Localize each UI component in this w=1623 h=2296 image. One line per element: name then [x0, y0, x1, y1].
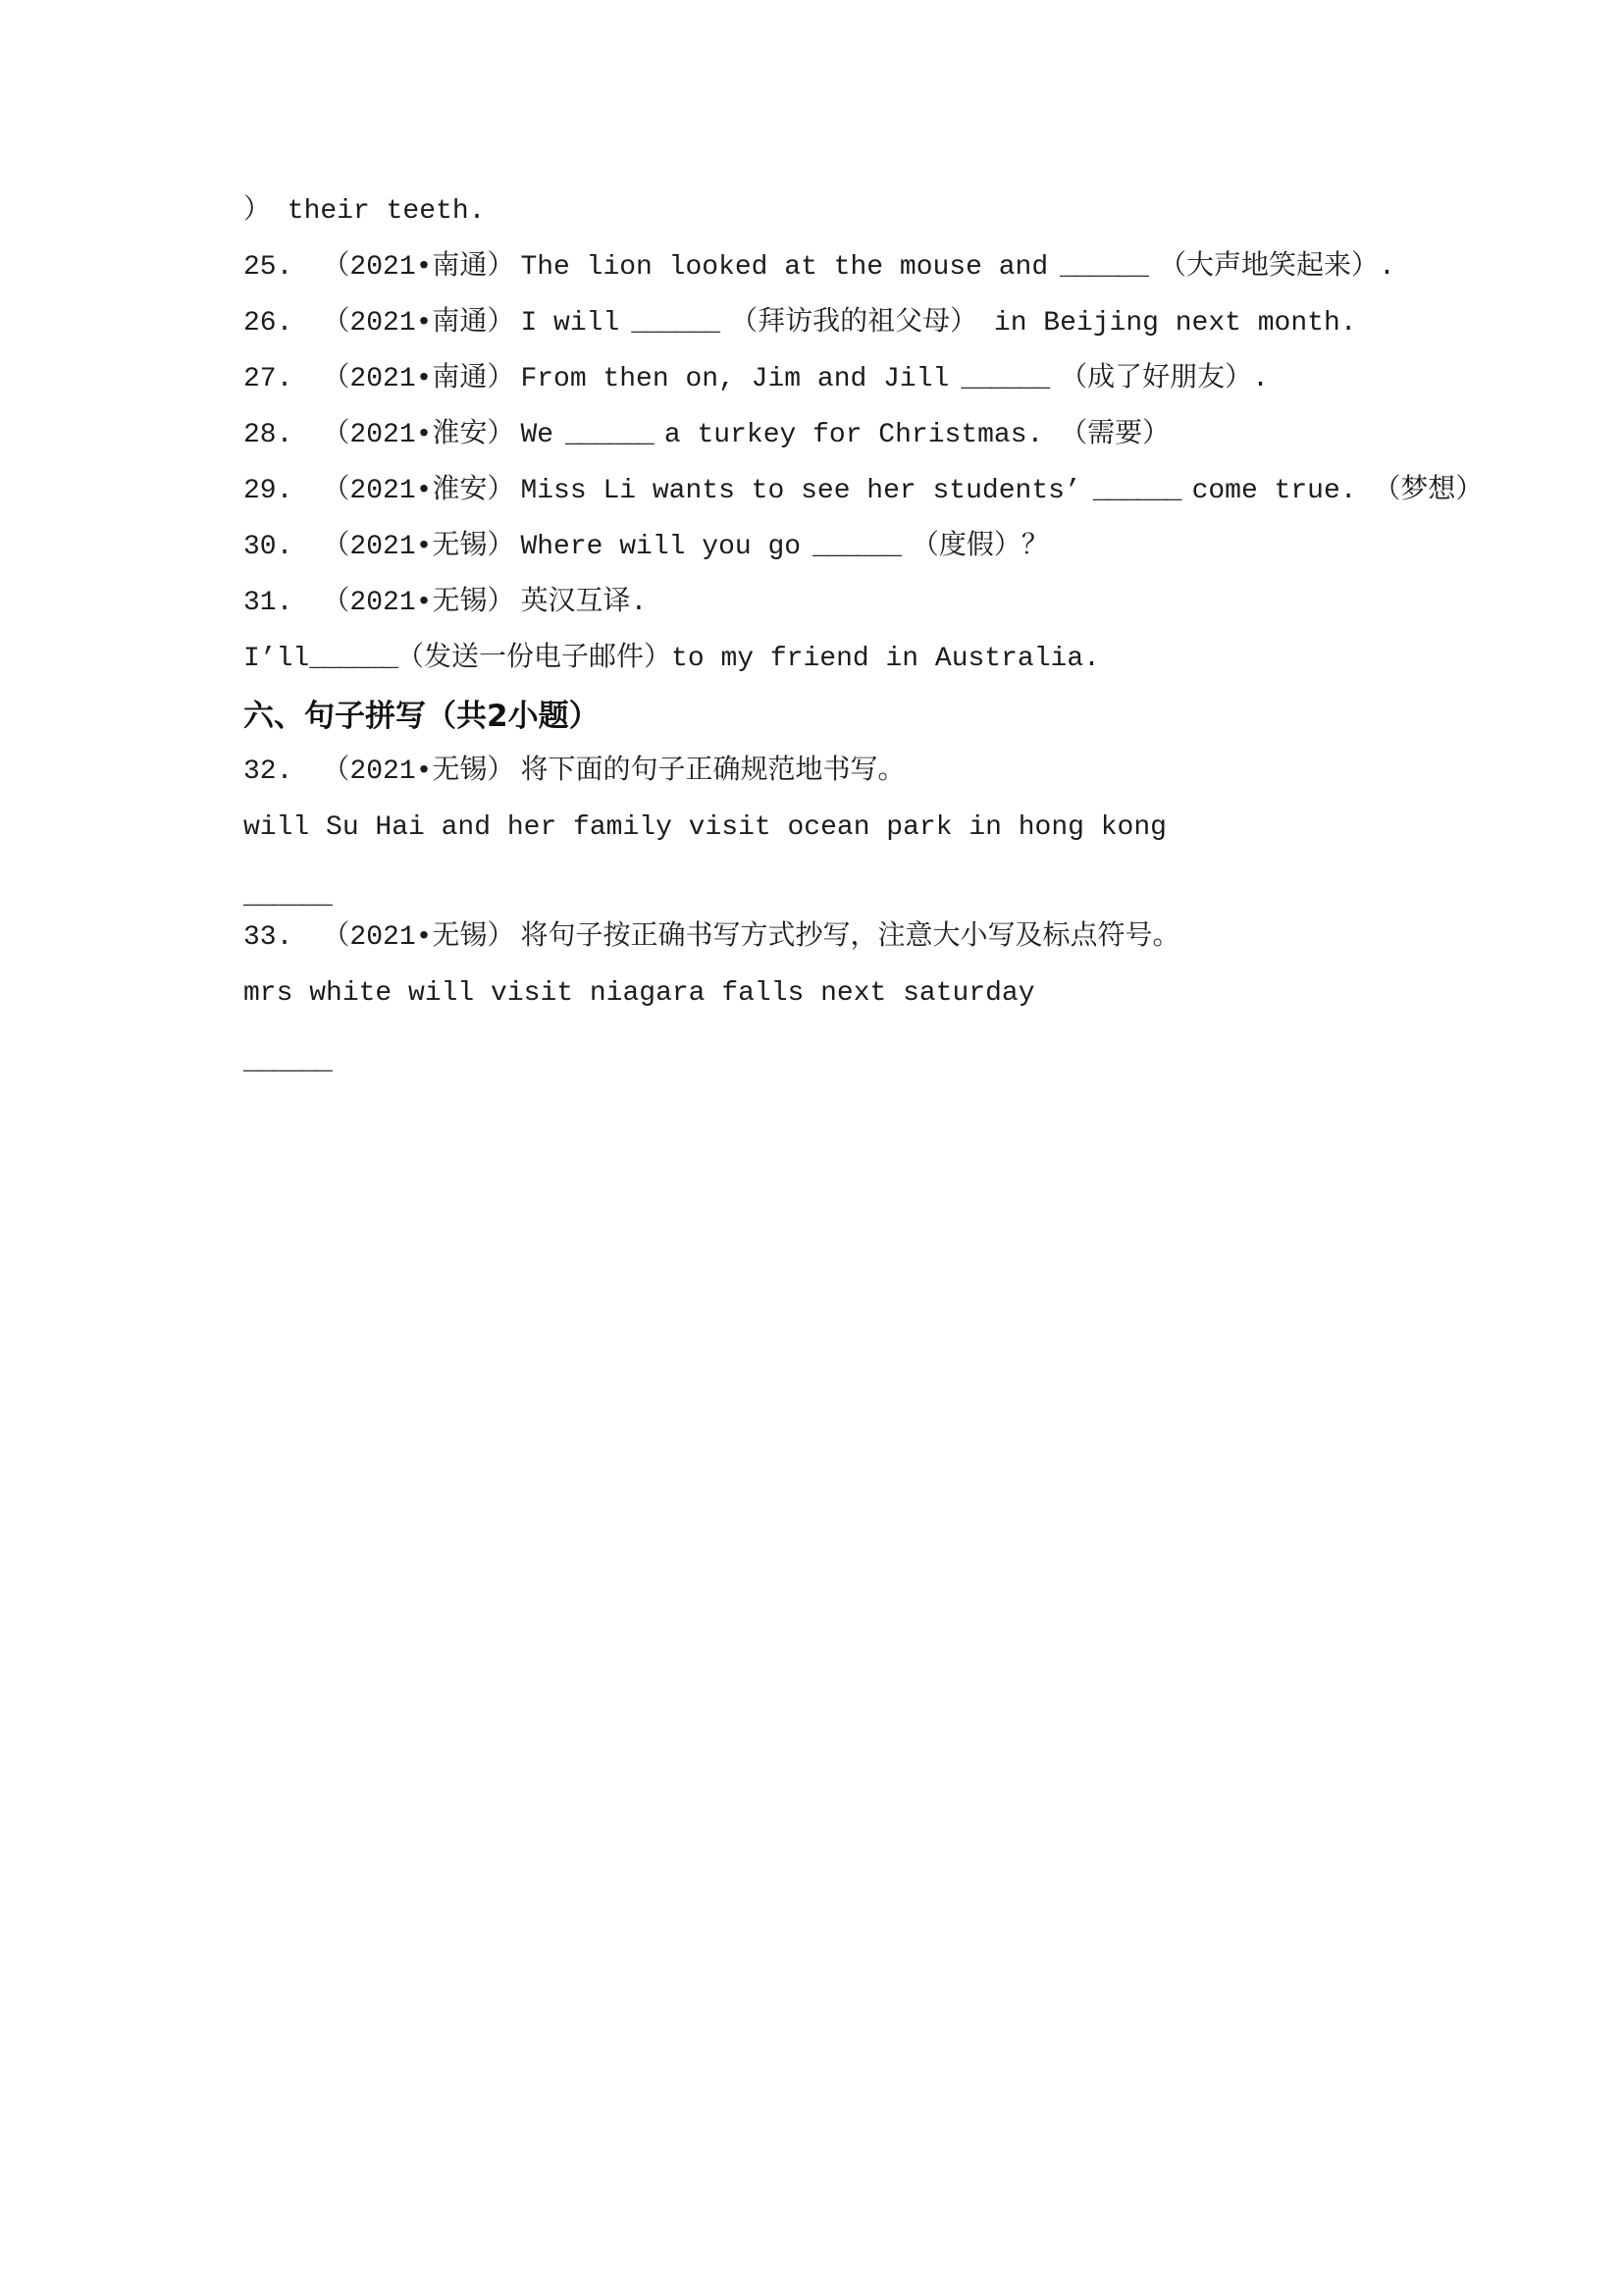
- question-number: 31.: [243, 588, 293, 618]
- answer-blank: ______: [1092, 476, 1180, 506]
- question-text-after: （度假）？: [911, 532, 1049, 562]
- carryover-line: [243, 196, 1456, 228]
- section-heading: 六、句子拼写（共2小题）: [243, 699, 600, 734]
- question-number: 29.: [243, 476, 293, 506]
- sentence-text: mrs white will visit niagara falls next saturday: [243, 978, 1035, 1009]
- question-text-after: （成了好朋友）.: [1060, 364, 1269, 394]
- question-source: （2021•淮安）: [322, 476, 515, 506]
- question-text: From then on, Jim and Jill: [520, 364, 950, 394]
- question-text: I will: [520, 308, 620, 339]
- sentence-text: will Su Hai and her family visit ocean park in hong kong: [243, 812, 1167, 843]
- sentence-pre: I’ll: [243, 644, 310, 674]
- question-instruction: 将句子按正确书写方式抄写，注意大小写及标点符号。: [520, 922, 1180, 953]
- question-item-27: [243, 364, 1456, 395]
- question-item-30: [243, 532, 1456, 563]
- question-text-after: a turkey for Christmas. （需要）: [663, 420, 1171, 450]
- question-text-after: （大声地笑起来）.: [1158, 252, 1395, 283]
- question-number: 28.: [243, 420, 293, 450]
- answer-blank: ______: [961, 364, 1049, 394]
- question-item-28: [243, 420, 1456, 451]
- question-item-29: [243, 476, 1484, 507]
- sentence-post: （发送一份电子邮件）to my friend in Australia.: [396, 644, 1100, 674]
- question-number: 25.: [243, 252, 293, 283]
- question-text: The lion looked at the mouse and: [520, 252, 1049, 283]
- question-source: （2021•南通）: [322, 252, 515, 283]
- question-number: 30.: [243, 532, 293, 562]
- question-text: 英汉互译.: [520, 588, 648, 618]
- question-text-after: come true. （梦想）: [1191, 476, 1484, 506]
- question-text-after: （拜访我的祖父母） in Beijing next month.: [730, 308, 1357, 339]
- question-number: 33.: [243, 922, 293, 953]
- answer-blank: ______: [1060, 252, 1147, 283]
- question-source: （2021•南通）: [322, 364, 515, 394]
- answer-blank: ______: [309, 644, 397, 674]
- answer-blank: ______: [631, 308, 719, 339]
- question-source: （2021•无锡）: [322, 922, 515, 953]
- question-number: 32.: [243, 757, 293, 787]
- question-item-33: [243, 922, 1456, 954]
- question-instruction: 将下面的句子正确规范地书写。: [520, 757, 906, 787]
- answer-blank: ______: [243, 1047, 331, 1077]
- question-33-sentence: [243, 978, 1456, 1010]
- answer-blank: ______: [243, 881, 331, 912]
- answer-blank: ______: [565, 420, 653, 450]
- question-item-25: [243, 252, 1456, 284]
- question-text: Where will you go: [520, 532, 802, 562]
- question-item-31: [243, 588, 1456, 619]
- question-item-26: [243, 308, 1456, 339]
- answer-blank: ______: [812, 532, 900, 562]
- question-source: （2021•无锡）: [322, 532, 515, 562]
- question-text: Miss Li wants to see her students’: [520, 476, 1081, 506]
- question-32-answer-line: [243, 881, 1456, 913]
- question-source: （2021•无锡）: [322, 588, 515, 618]
- carryover-text: ） their teeth.: [243, 196, 486, 227]
- question-source: （2021•南通）: [322, 308, 515, 339]
- question-item-32: [243, 757, 1456, 788]
- question-text: We: [520, 420, 554, 450]
- question-31-sentence: [243, 644, 1456, 675]
- question-number: 26.: [243, 308, 293, 339]
- question-number: 27.: [243, 364, 293, 394]
- question-source: （2021•淮安）: [322, 420, 515, 450]
- question-source: （2021•无锡）: [322, 757, 515, 787]
- question-32-sentence: [243, 812, 1456, 844]
- question-33-answer-line: [243, 1047, 1456, 1078]
